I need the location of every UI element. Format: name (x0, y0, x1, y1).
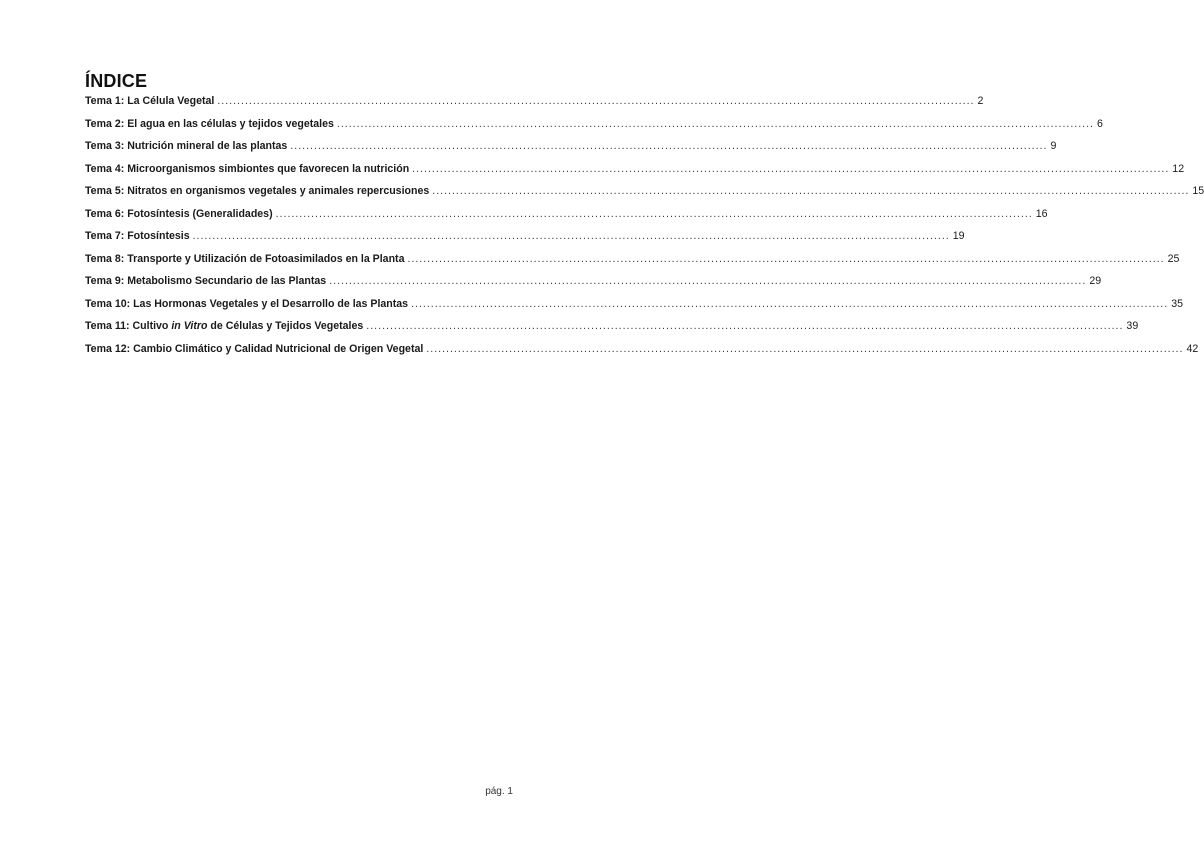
toc-entry-tema-1[interactable] (85, 95, 984, 118)
toc-entry-tema-10[interactable] (85, 297, 1183, 321)
dot-leader (193, 230, 950, 242)
toc-entry-text: Tema 9: Metabolismo Secundario de las Plantas (85, 275, 327, 287)
toc-entry-tema-4[interactable] (85, 162, 1185, 186)
toc-entry-page: 19 (952, 230, 965, 242)
toc-entry-tema-2[interactable] (85, 117, 1103, 141)
toc-entry-text: Tema 10: Las Hormonas Vegetales y el Desarrollo de las Plantas (85, 297, 409, 310)
dot-leader (366, 320, 1123, 332)
dot-leader (329, 275, 1086, 287)
toc-entry-text: Tema 8: Transporte y Utilización de Fotoasimilados en la Planta (85, 252, 405, 265)
dot-leader (411, 298, 1168, 310)
toc-entry-text: Tema 1: La Célula Vegetal (85, 95, 215, 107)
toc-entry-text: Tema 2: El agua en las células y tejidos vegetales (85, 117, 334, 130)
dot-leader (337, 118, 1094, 130)
toc-entry-tema-7[interactable] (85, 230, 965, 253)
dot-leader (432, 185, 1189, 197)
toc-entry-page: 15 (1192, 185, 1204, 197)
dot-leader (426, 343, 1183, 355)
toc-entry-page: 42 (1186, 342, 1199, 355)
toc-entry-text: Tema 6: Fotosíntesis (Generalidades) (85, 207, 273, 220)
toc-entry-text: Tema 4: Microorganismos simbiontes que favorecen la nutrición (85, 162, 410, 175)
toc-entry-tema-6[interactable] (85, 207, 1048, 231)
toc-entry-page: 39 (1126, 320, 1139, 332)
toc-entry-tema-8[interactable] (85, 252, 1180, 276)
toc-entry-page: 6 (1097, 117, 1103, 130)
dot-leader (217, 95, 974, 107)
toc-entry-text (85, 320, 363, 332)
toc-entry-page: 12 (1172, 162, 1185, 175)
toc-entry-text-after: de Células y Tejidos Vegetales (207, 320, 364, 332)
dot-leader (290, 140, 1047, 152)
toc-entry-text: Tema 5: Nitratos en organismos vegetales y animales repercusiones (85, 185, 430, 197)
toc-entry-tema-3[interactable] (85, 140, 1057, 163)
dot-leader (412, 163, 1169, 175)
toc-entry-text: Tema 12: Cambio Climático y Calidad Nutricional de Origen Vegetal (85, 342, 424, 355)
toc-title: ÍNDICE (85, 71, 148, 91)
toc-entry-text-before: Tema 11: Cultivo (85, 320, 172, 332)
toc-entry-tema-12[interactable] (85, 342, 1199, 366)
dot-leader (407, 253, 1164, 265)
table-of-contents (85, 95, 1204, 365)
toc-entry-page: 2 (977, 95, 984, 107)
page-number-footer: pág. 1 (485, 786, 513, 797)
toc-entry-tema-9[interactable] (85, 275, 1102, 298)
toc-entry-page: 9 (1050, 140, 1057, 152)
toc-entry-text-italic: in Vitro (171, 320, 208, 332)
dot-leader (276, 208, 1033, 220)
toc-entry-text: Tema 3: Nutrición mineral de las plantas (85, 140, 288, 152)
toc-entry-page: 35 (1171, 297, 1183, 310)
toc-entry-page: 25 (1167, 252, 1180, 265)
toc-entry-page: 16 (1035, 207, 1048, 220)
toc-entry-text: Tema 7: Fotosíntesis (85, 230, 190, 242)
toc-entry-page: 29 (1089, 275, 1102, 287)
toc-entry-tema-5[interactable] (85, 185, 1204, 208)
toc-entry-tema-11[interactable] (85, 320, 1139, 343)
